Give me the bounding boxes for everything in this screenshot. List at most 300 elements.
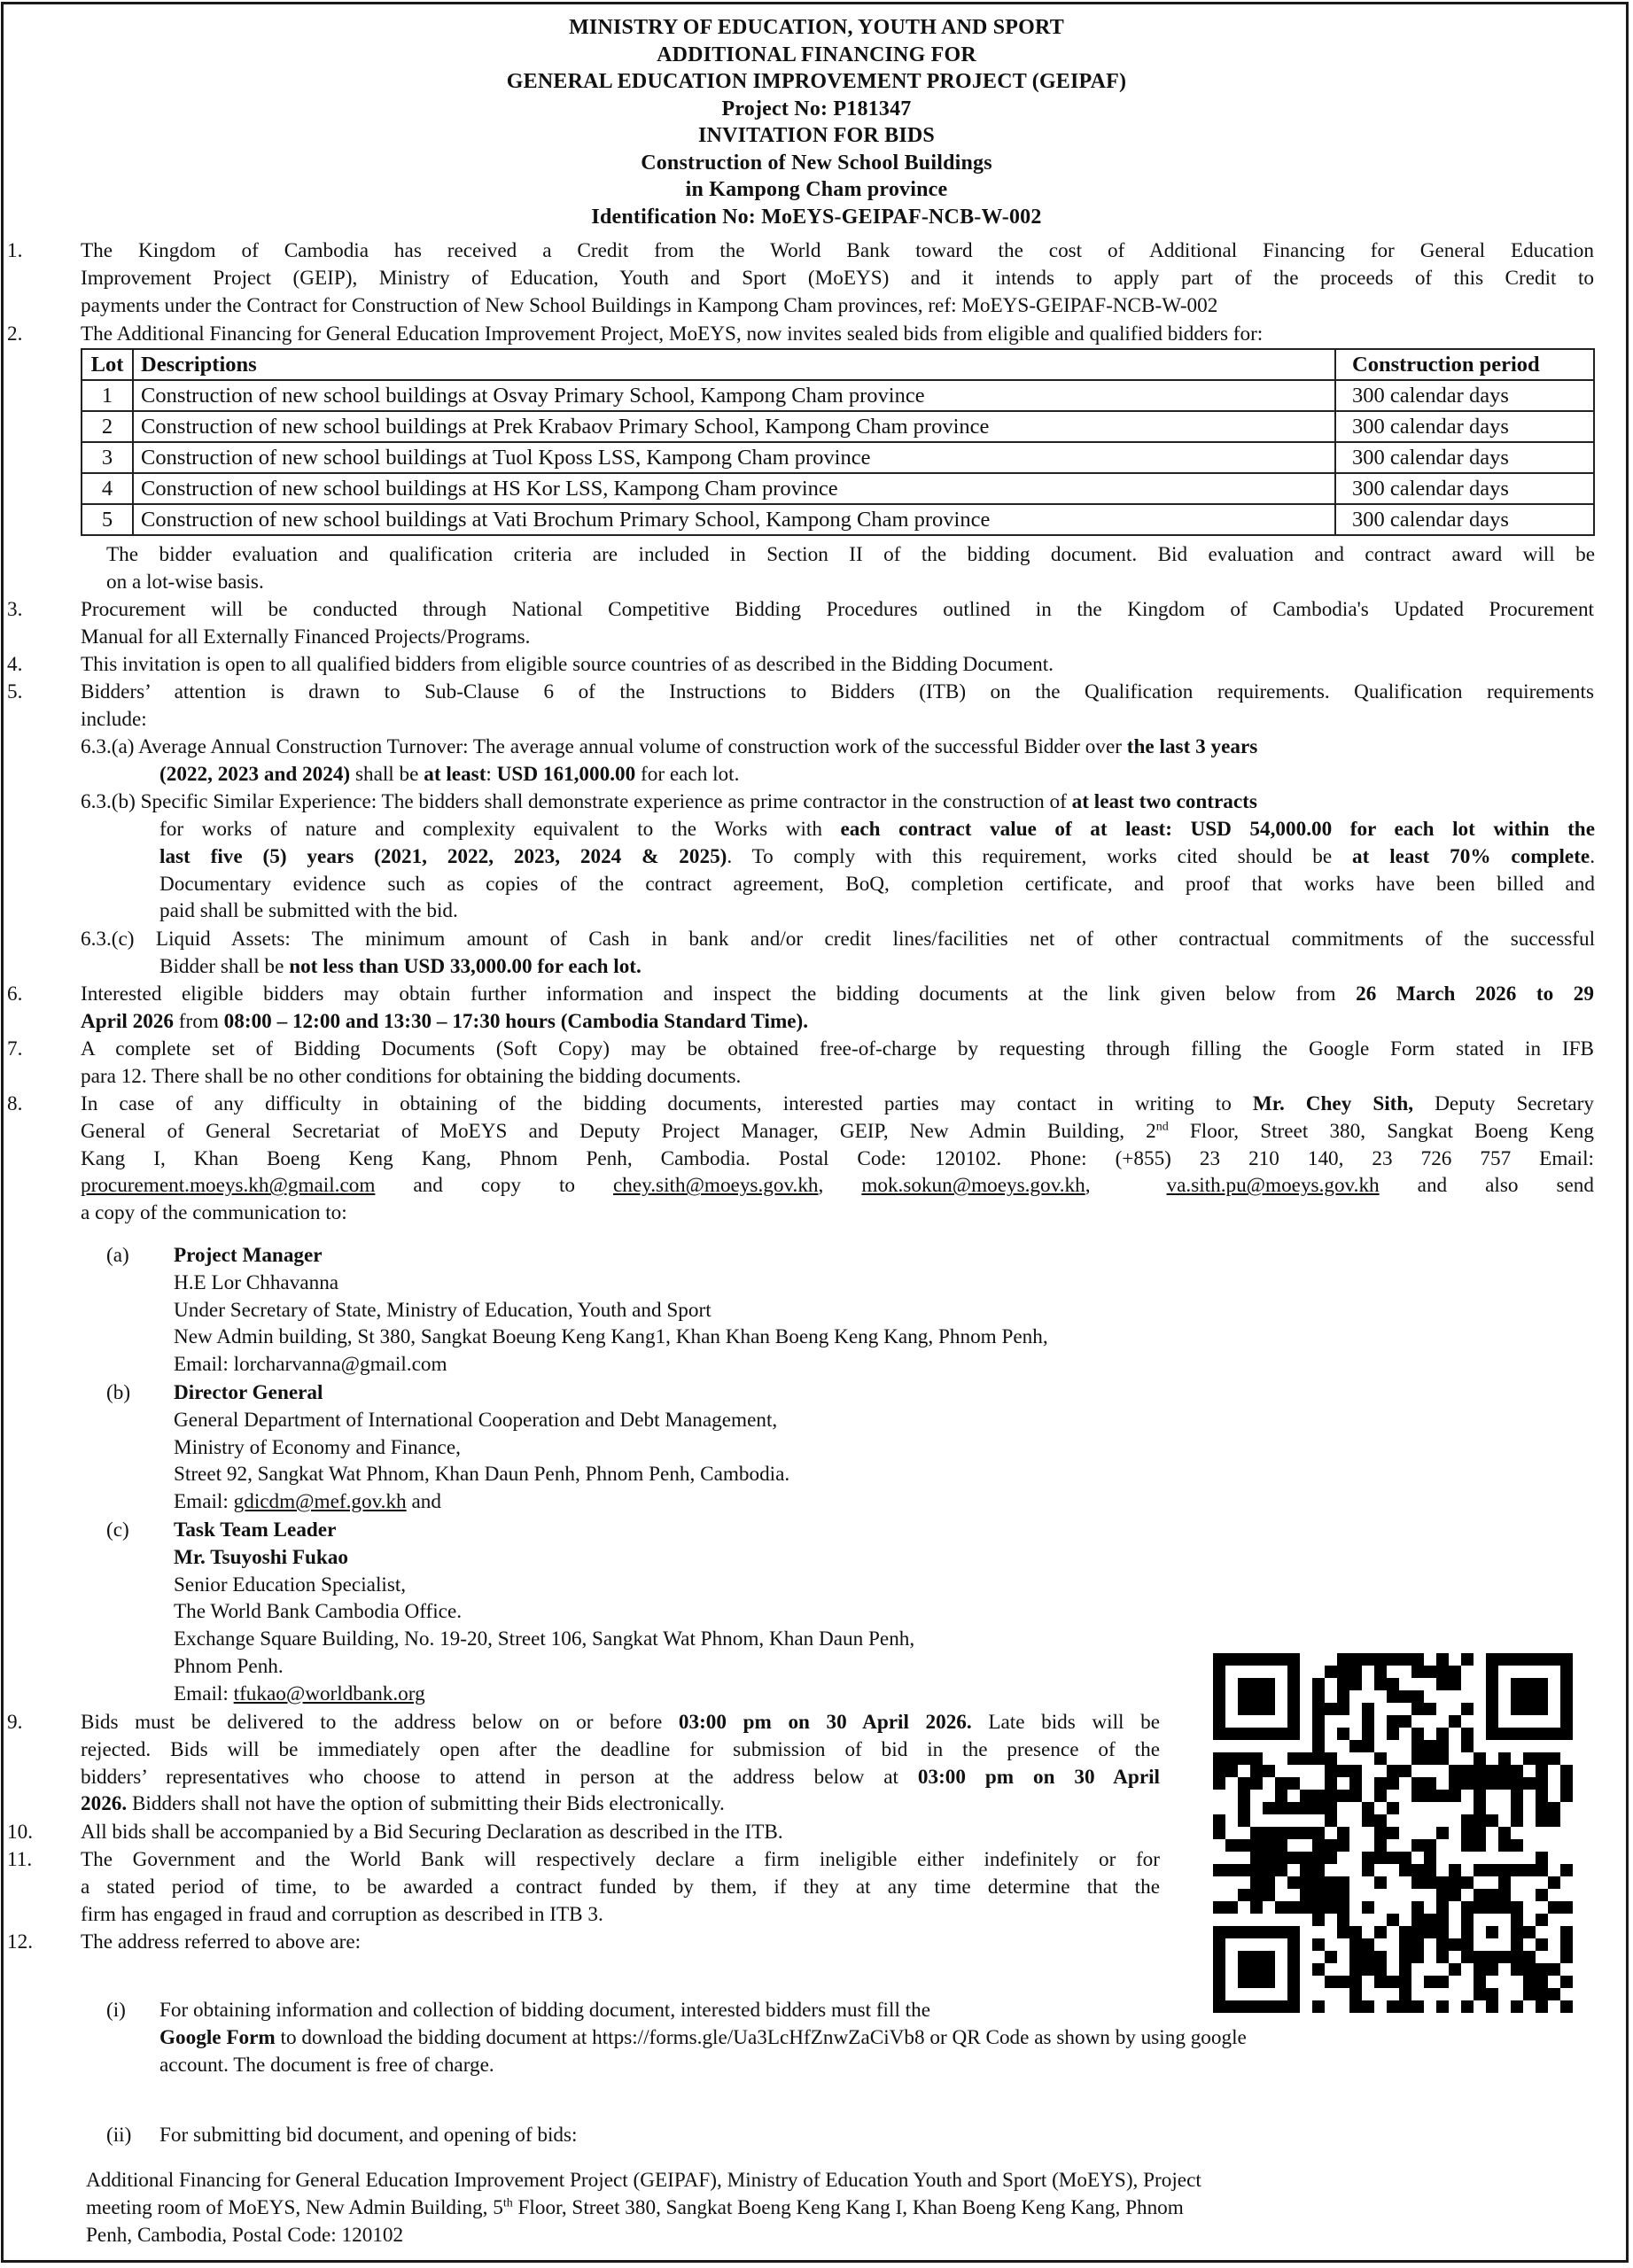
qr-module bbox=[1461, 1814, 1474, 1827]
lot-period: 300 calendar days bbox=[1335, 504, 1594, 535]
qr-module bbox=[1213, 1938, 1225, 1951]
qr-module bbox=[1250, 1752, 1263, 1765]
qr-module bbox=[1560, 1690, 1573, 1703]
qr-module bbox=[1511, 1901, 1523, 1914]
qr-module bbox=[1486, 1678, 1498, 1690]
para-number: 8. bbox=[7, 1092, 23, 1115]
qr-module bbox=[1349, 1988, 1362, 2000]
qr-module bbox=[1287, 1728, 1300, 1740]
email-link-mok-sokun[interactable]: mok.sokun@moeys.gov.kh bbox=[861, 1174, 1085, 1198]
qr-module bbox=[1349, 1976, 1362, 1988]
qr-module bbox=[1263, 1703, 1275, 1715]
qr-module bbox=[1449, 1864, 1461, 1876]
qr-module bbox=[1498, 1827, 1511, 1839]
identification-number: Identification No: MoEYS-GEIPAF-NCB-W-002 bbox=[591, 205, 1042, 229]
qr-module bbox=[1250, 1827, 1263, 1839]
qr-module bbox=[1250, 1777, 1263, 1790]
qr-module bbox=[1250, 1839, 1263, 1852]
qr-module bbox=[1436, 1938, 1449, 1951]
qr-module bbox=[1511, 1951, 1523, 1963]
qr-module bbox=[1486, 1765, 1498, 1777]
qr-module bbox=[1536, 2000, 1548, 2013]
qr-module bbox=[1449, 1715, 1461, 1728]
qr-module bbox=[1250, 2000, 1263, 2013]
qr-module bbox=[1263, 1765, 1275, 1777]
qr-module bbox=[1411, 1938, 1424, 1951]
qr-module bbox=[1486, 1715, 1498, 1728]
qr-module bbox=[1486, 1814, 1498, 1827]
qr-module bbox=[1474, 1864, 1486, 1876]
paragraph-5: Bidders’ attention is drawn to Sub-Clause 6 of the Instructions to Bidders (ITB) on the Qualification requirements. Qualification requirements include: bbox=[81, 680, 1594, 731]
qr-module bbox=[1374, 1752, 1387, 1765]
qr-module bbox=[1474, 1901, 1486, 1914]
qr-module bbox=[1399, 1715, 1411, 1728]
qr-module bbox=[1560, 1653, 1573, 1666]
invitation-title: INVITATION FOR BIDS bbox=[698, 124, 935, 147]
qr-module bbox=[1275, 1653, 1287, 1666]
paragraph-6: Interested eligible bidders may obtain further information and inspect the bidding documents at the link given below from 26 March 2026 to 29 April 2026 from 08:00 – 12:00 and 13:30 – 17:30 hours (Cambodia Standard Time). bbox=[81, 983, 1594, 1033]
qr-module bbox=[1387, 1827, 1399, 1839]
qr-module bbox=[1498, 1864, 1511, 1876]
qr-module bbox=[1536, 1703, 1548, 1715]
qr-module bbox=[1263, 1728, 1275, 1740]
qr-module bbox=[1225, 1752, 1238, 1765]
lot-number: 1 bbox=[82, 380, 133, 411]
qr-module bbox=[1300, 1752, 1312, 1765]
qr-module bbox=[1436, 1678, 1449, 1690]
qr-module bbox=[1287, 1703, 1300, 1715]
qr-module bbox=[1511, 1839, 1523, 1852]
qr-module bbox=[1325, 1752, 1337, 1765]
qr-module bbox=[1312, 1876, 1325, 1889]
qr-module bbox=[1312, 1752, 1325, 1765]
qr-module bbox=[1263, 1926, 1275, 1938]
qr-module bbox=[1374, 1839, 1387, 1852]
qr-module bbox=[1263, 1976, 1275, 1988]
qr-module bbox=[1411, 1690, 1424, 1703]
qr-module bbox=[1250, 1852, 1263, 1864]
qr-module bbox=[1225, 1926, 1238, 1938]
qr-module bbox=[1536, 1889, 1548, 1901]
qr-module bbox=[1349, 2000, 1362, 2013]
para-number: 9. bbox=[7, 1711, 23, 1734]
qr-module bbox=[1399, 2000, 1411, 2013]
qr-module bbox=[1275, 1864, 1287, 1876]
qr-module bbox=[1374, 1827, 1387, 1839]
table-row bbox=[82, 411, 1594, 442]
qr-module bbox=[1287, 1976, 1300, 1988]
qr-module bbox=[1387, 1976, 1399, 1988]
qr-module bbox=[1536, 1852, 1548, 1864]
qr-module bbox=[1474, 1790, 1486, 1802]
qr-module bbox=[1424, 1666, 1436, 1678]
qr-module bbox=[1250, 1864, 1263, 1876]
qr-module bbox=[1486, 1926, 1498, 1938]
qr-module bbox=[1536, 1765, 1548, 1777]
qr-module bbox=[1511, 1728, 1523, 1740]
contact-label: (c) bbox=[106, 1518, 129, 1542]
qr-module bbox=[1213, 1703, 1225, 1715]
qr-module bbox=[1387, 1802, 1399, 1814]
qr-module bbox=[1411, 1864, 1424, 1876]
qr-module bbox=[1374, 1653, 1387, 1666]
lot-period: 300 calendar days bbox=[1335, 442, 1594, 473]
qr-module bbox=[1325, 1852, 1337, 1864]
qr-module bbox=[1560, 1765, 1573, 1777]
qr-module bbox=[1436, 1827, 1449, 1839]
qr-module bbox=[1511, 1690, 1523, 1703]
qr-module bbox=[1250, 1690, 1263, 1703]
qr-module bbox=[1312, 1938, 1325, 1951]
qr-code-icon[interactable] bbox=[1213, 1653, 1573, 2013]
qr-module bbox=[1275, 1802, 1287, 1814]
qr-module bbox=[1523, 1951, 1536, 1963]
qr-module bbox=[1474, 1889, 1486, 1901]
qr-module bbox=[1213, 1715, 1225, 1728]
qr-module bbox=[1213, 1678, 1225, 1690]
qr-module bbox=[1275, 1777, 1287, 1790]
qr-module bbox=[1474, 1765, 1486, 1777]
qr-module bbox=[1560, 1938, 1573, 1951]
qr-module bbox=[1461, 1938, 1474, 1951]
qr-module bbox=[1225, 1901, 1238, 1914]
qr-module bbox=[1287, 1752, 1300, 1765]
qr-module bbox=[1238, 1703, 1250, 1715]
qr-module bbox=[1560, 1901, 1573, 1914]
para-number: 2. bbox=[7, 322, 23, 346]
qr-module bbox=[1362, 1814, 1374, 1827]
qr-module bbox=[1436, 1914, 1449, 1926]
qr-module bbox=[1387, 1914, 1399, 1926]
qr-module bbox=[1523, 1752, 1536, 1765]
qr-module bbox=[1523, 1728, 1536, 1740]
contact-label: (b) bbox=[106, 1381, 131, 1404]
qr-module bbox=[1387, 2000, 1399, 2013]
qr-module bbox=[1213, 1777, 1225, 1790]
criterion-a-cont: (2022, 2023 and 2024) shall be at least: USD 161,000.00 for each lot. bbox=[159, 763, 740, 786]
qr-module bbox=[1411, 1839, 1424, 1852]
qr-module bbox=[1238, 1690, 1250, 1703]
qr-module bbox=[1399, 1988, 1411, 2000]
email-link-procurement[interactable]: procurement.moeys.kh@gmail.com bbox=[81, 1174, 376, 1198]
qr-module bbox=[1511, 1864, 1523, 1876]
google-form-link[interactable]: to download the bidding document at https://forms.gle/Ua3LcHfZnwZaCiVb8 or QR Code as shown by using google bbox=[275, 2025, 1247, 2049]
email-link-va-sith-pu[interactable]: va.sith.pu@moeys.gov.kh bbox=[1166, 1174, 1380, 1198]
qr-module bbox=[1436, 1653, 1449, 1666]
qr-module bbox=[1536, 1814, 1548, 1827]
qr-module bbox=[1511, 1703, 1523, 1715]
contact-title: Director General bbox=[174, 1381, 323, 1404]
qr-module bbox=[1474, 1814, 1486, 1827]
qr-module bbox=[1312, 2000, 1325, 2013]
qr-module bbox=[1213, 1901, 1225, 1914]
contact-task-team-leader: Task Team Leader Mr. Tsuyoshi Fukao Senior Education Specialist, The World Bank Cambodia Office. Exchange Square Building, No. 19-20, Street 106, Sangkat Wat Phnom, Khan Daun Penh, Phnom Penh. Email: tfukao@worldbank.org bbox=[174, 1518, 915, 1705]
qr-module bbox=[1213, 1864, 1225, 1876]
email-link-tfukao[interactable]: tfukao@worldbank.org bbox=[233, 1682, 425, 1705]
qr-module bbox=[1374, 1814, 1387, 1827]
qr-module bbox=[1275, 1839, 1287, 1852]
qr-module bbox=[1523, 1777, 1536, 1790]
qr-module bbox=[1362, 1864, 1374, 1876]
qr-module bbox=[1449, 1938, 1461, 1951]
qr-module bbox=[1287, 1988, 1300, 2000]
qr-module bbox=[1436, 1951, 1449, 1963]
qr-module bbox=[1287, 1963, 1300, 1976]
para-number: 4. bbox=[7, 653, 23, 676]
qr-module bbox=[1399, 1864, 1411, 1876]
qr-module bbox=[1312, 1678, 1325, 1690]
email-link-gdicdm[interactable]: gdicdm@mef.gov.kh bbox=[233, 1490, 407, 1514]
ministry-title: MINISTRY OF EDUCATION, YOUTH AND SPORT bbox=[569, 16, 1064, 39]
column-header-descriptions: Descriptions bbox=[133, 349, 1335, 380]
works-title: Construction of New School Buildings bbox=[641, 151, 992, 175]
qr-module bbox=[1349, 1666, 1362, 1678]
qr-module bbox=[1461, 1827, 1474, 1839]
qr-module bbox=[1250, 1876, 1263, 1889]
qr-module bbox=[1337, 1839, 1349, 1852]
email-link-lor-chhavanna[interactable]: lorcharvanna@gmail.com bbox=[233, 1353, 447, 1377]
table-header-row bbox=[82, 349, 1594, 380]
qr-module bbox=[1300, 1790, 1312, 1802]
qr-module bbox=[1411, 1703, 1424, 1715]
qr-module bbox=[1511, 1765, 1523, 1777]
qr-module bbox=[1275, 2000, 1287, 2013]
qr-module bbox=[1424, 1926, 1436, 1938]
qr-module bbox=[1300, 1802, 1312, 1814]
qr-module bbox=[1523, 1926, 1536, 1938]
qr-module bbox=[1238, 1777, 1250, 1790]
paragraph-7: A complete set of Bidding Documents (Soft Copy) may be obtained free-of-charge by requesting through filling the Google Form stated in IFB para 12. There shall be no other conditions for obtaining the bidding documents. bbox=[81, 1037, 1594, 1088]
qr-module bbox=[1449, 1678, 1461, 1690]
qr-module bbox=[1486, 1889, 1498, 1901]
qr-module bbox=[1287, 1715, 1300, 1728]
qr-module bbox=[1300, 1852, 1312, 1864]
qr-module bbox=[1349, 1938, 1362, 1951]
qr-module bbox=[1449, 1765, 1461, 1777]
qr-module bbox=[1337, 1976, 1349, 1988]
qr-module bbox=[1424, 1852, 1436, 1864]
qr-module bbox=[1213, 1814, 1225, 1827]
qr-module bbox=[1349, 1777, 1362, 1790]
lot-period: 300 calendar days bbox=[1335, 411, 1594, 442]
qr-module bbox=[1536, 1914, 1548, 1926]
lots-table bbox=[81, 348, 1595, 536]
qr-module bbox=[1461, 1765, 1474, 1777]
qr-module bbox=[1374, 1790, 1387, 1802]
qr-module bbox=[1461, 1777, 1474, 1790]
qr-module bbox=[1486, 1777, 1498, 1790]
qr-module bbox=[1263, 1827, 1275, 1839]
qr-module bbox=[1238, 1814, 1250, 1827]
qr-module bbox=[1263, 1876, 1275, 1889]
qr-module bbox=[1287, 1690, 1300, 1703]
project-title: GENERAL EDUCATION IMPROVEMENT PROJECT (GEIPAF) bbox=[506, 70, 1127, 93]
qr-module bbox=[1474, 1951, 1486, 1963]
qr-module bbox=[1399, 1976, 1411, 1988]
qr-module bbox=[1511, 2000, 1523, 2013]
qr-module bbox=[1225, 1728, 1238, 1740]
column-header-lot: Lot bbox=[82, 349, 133, 380]
lot-number: 2 bbox=[82, 411, 133, 442]
contact-project-manager: Project Manager H.E Lor Chhavanna Under Secretary of State, Ministry of Education, Youth and Sport New Admin building, St 380, Sangkat Boeung Keng Kang1, Khan Khan Boeng Keng Kang, Phnom Penh, Email: lorcharvanna@gmail.com bbox=[174, 1244, 1048, 1377]
qr-module bbox=[1263, 1852, 1275, 1864]
table-row bbox=[82, 380, 1594, 411]
qr-module bbox=[1399, 1963, 1411, 1976]
qr-module bbox=[1337, 1827, 1349, 1839]
qr-module bbox=[1287, 1827, 1300, 1839]
qr-module bbox=[1238, 1864, 1250, 1876]
qr-module bbox=[1337, 1728, 1349, 1740]
qr-module bbox=[1250, 1653, 1263, 1666]
qr-module bbox=[1250, 1901, 1263, 1914]
table-row bbox=[82, 473, 1594, 504]
contact-title: Project Manager bbox=[174, 1244, 323, 1267]
google-form-label: Google Form bbox=[159, 2025, 276, 2049]
qr-module bbox=[1325, 1839, 1337, 1852]
qr-module bbox=[1337, 1914, 1349, 1926]
qr-module bbox=[1560, 1666, 1573, 1678]
qr-module bbox=[1511, 1814, 1523, 1827]
qr-module bbox=[1498, 1653, 1511, 1666]
contact-label: (a) bbox=[106, 1244, 129, 1267]
qr-module bbox=[1523, 1864, 1536, 1876]
qr-module bbox=[1449, 1876, 1461, 1889]
qr-module bbox=[1287, 1951, 1300, 1963]
qr-module bbox=[1536, 1728, 1548, 1740]
qr-module bbox=[1312, 1963, 1325, 1976]
financing-title: ADDITIONAL FINANCING FOR bbox=[657, 43, 976, 66]
qr-module bbox=[1325, 1790, 1337, 1802]
qr-module bbox=[1461, 1951, 1474, 1963]
qr-module bbox=[1374, 1777, 1387, 1790]
qr-module bbox=[1449, 1790, 1461, 1802]
qr-module bbox=[1312, 1839, 1325, 1852]
qr-module bbox=[1411, 1926, 1424, 1938]
qr-module bbox=[1238, 1926, 1250, 1938]
qr-module bbox=[1536, 1963, 1548, 1976]
qr-module bbox=[1263, 1678, 1275, 1690]
table-row bbox=[82, 442, 1594, 473]
qr-module bbox=[1287, 1802, 1300, 1814]
email-link-chey-sith[interactable]: chey.sith@moeys.gov.kh bbox=[613, 1174, 819, 1198]
qr-module bbox=[1461, 1703, 1474, 1715]
qr-module bbox=[1362, 1653, 1374, 1666]
qr-module bbox=[1536, 1790, 1548, 1802]
qr-module bbox=[1349, 1740, 1362, 1752]
qr-module bbox=[1498, 1777, 1511, 1790]
qr-module bbox=[1213, 1963, 1225, 1976]
qr-module bbox=[1560, 1951, 1573, 1963]
qr-module bbox=[1498, 1889, 1511, 1901]
qr-module bbox=[1436, 1740, 1449, 1752]
qr-module bbox=[1511, 1963, 1523, 1976]
qr-module bbox=[1349, 1951, 1362, 1963]
paragraph-11: The Government and the World Bank will respectively declare a firm ineligible either indefinitely or for a stated period of time, to be awarded a contract funded by them, if they at any time determine that the firm has engaged in fraud and corruption as described in ITB 3. bbox=[81, 1848, 1160, 1926]
qr-module bbox=[1263, 1889, 1275, 1901]
qr-module bbox=[1337, 1876, 1349, 1889]
table-row bbox=[82, 504, 1594, 535]
qr-module bbox=[1560, 1703, 1573, 1715]
qr-module bbox=[1213, 1653, 1225, 1666]
qr-module bbox=[1387, 1653, 1399, 1666]
qr-module bbox=[1300, 1901, 1312, 1914]
qr-module bbox=[1461, 1901, 1474, 1914]
qr-module bbox=[1411, 1752, 1424, 1765]
qr-module bbox=[1461, 1839, 1474, 1852]
qr-module bbox=[1250, 1678, 1263, 1690]
qr-module bbox=[1238, 1839, 1250, 1852]
qr-module bbox=[1399, 1926, 1411, 1938]
qr-module bbox=[1461, 1728, 1474, 1740]
qr-module bbox=[1411, 1901, 1424, 1914]
qr-module bbox=[1213, 1988, 1225, 2000]
paragraph-2-intro: The Additional Financing for General Education Improvement Project, MoEYS, now invites sealed bids from eligible and qualified bidders for: bbox=[81, 322, 1264, 346]
qr-module bbox=[1238, 1951, 1250, 1963]
qr-module bbox=[1312, 1790, 1325, 1802]
qr-module bbox=[1349, 1963, 1362, 1976]
qr-module bbox=[1436, 1889, 1449, 1901]
works-location: in Kampong Cham province bbox=[685, 178, 948, 201]
qr-module bbox=[1548, 1752, 1560, 1765]
qr-module bbox=[1511, 1914, 1523, 1926]
qr-module bbox=[1474, 1777, 1486, 1790]
lot-number: 4 bbox=[82, 473, 133, 504]
qr-module bbox=[1498, 1752, 1511, 1765]
qr-module bbox=[1362, 1715, 1374, 1728]
qr-module bbox=[1560, 1864, 1573, 1876]
qr-module bbox=[1275, 1926, 1287, 1938]
qr-module bbox=[1474, 1827, 1486, 1839]
qr-module bbox=[1300, 1889, 1312, 1901]
qr-module bbox=[1486, 1901, 1498, 1914]
qr-module bbox=[1498, 1728, 1511, 1740]
qr-module bbox=[1325, 1814, 1337, 1827]
qr-module bbox=[1362, 1703, 1374, 1715]
qr-module bbox=[1498, 1876, 1511, 1889]
qr-module bbox=[1374, 1951, 1387, 1963]
qr-module bbox=[1337, 1703, 1349, 1715]
qr-module bbox=[1300, 1864, 1312, 1876]
qr-module bbox=[1325, 1876, 1337, 1889]
qr-module bbox=[1548, 1876, 1560, 1889]
qr-module bbox=[1523, 1653, 1536, 1666]
qr-module bbox=[1213, 2000, 1225, 2013]
qr-module bbox=[1325, 1802, 1337, 1814]
qr-module bbox=[1238, 1752, 1250, 1765]
qr-module bbox=[1374, 1976, 1387, 1988]
qr-module bbox=[1411, 1876, 1424, 1889]
qr-module bbox=[1523, 1963, 1536, 1976]
qr-module bbox=[1312, 1852, 1325, 1864]
qr-module bbox=[1387, 1690, 1399, 1703]
qr-module bbox=[1238, 2000, 1250, 2013]
qr-module bbox=[1536, 1802, 1548, 1814]
qr-module bbox=[1337, 1790, 1349, 1802]
qr-module bbox=[1374, 1666, 1387, 1678]
qr-module bbox=[1461, 1926, 1474, 1938]
qr-module bbox=[1263, 1653, 1275, 1666]
qr-module bbox=[1250, 1976, 1263, 1988]
criterion-a: 6.3.(a) Average Annual Construction Turnover: The average annual volume of construction work of the successful Bidder over the last 3 years bbox=[81, 735, 1258, 758]
qr-module bbox=[1498, 1765, 1511, 1777]
qr-module bbox=[1349, 1790, 1362, 1802]
qr-module bbox=[1548, 1653, 1560, 1666]
qr-module bbox=[1312, 1827, 1325, 1839]
qr-module bbox=[1536, 1976, 1548, 1988]
qr-module bbox=[1387, 1777, 1399, 1790]
qr-module bbox=[1560, 1976, 1573, 1988]
qr-module bbox=[1325, 1901, 1337, 1914]
